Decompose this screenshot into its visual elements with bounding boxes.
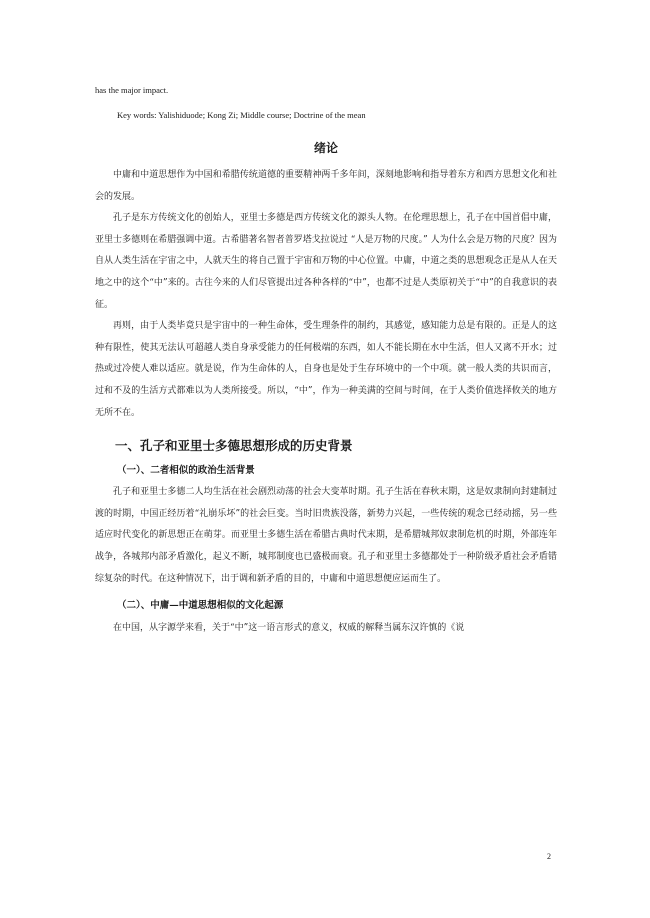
subsection-1-title: （一）、二者相似的政治生活背景 <box>117 465 255 477</box>
page-content <box>95 84 557 640</box>
subsection-2-title: （二）、中庸—中道思想相似的文化起源 <box>117 600 284 612</box>
keywords-line: Key words: Yalishiduode; Kong Zi; Middle course; Doctrine of the mean <box>117 110 366 120</box>
page-number: 2 <box>547 852 551 861</box>
intro-paragraph-1: 中庸和中道思想作为中国和希腊传统道德的重要精神两千多年间，深刻地影响和指导着东方和西方思想文化和社会的发展。 <box>95 170 557 202</box>
intro-paragraph-3: 再则，由于人类毕竟只是宇宙中的一种生命体，受生理条件的制约，其感觉，感知能力总是有限的。正是人的这种有限性，使其无法认可超越人类自身承受能力的任何极端的东西，如人不能长期在水中生活，但人又离不开水；过热或过冷使人难以适应。就是说，作为生命体的人，自身也是处于生存环境中的一个中项。就一般人类的共识而言，过和不及的生活方式都难以为人类所接受。所以，“中”，作为一种美满的空间与时间，在于人类价值选择攸关的地方无所不在。 <box>95 321 557 418</box>
subsection-2-paragraph: 在中国，从字源学来看，关于“中”这一语言形式的意义，权威的解释当属东汉许慎的《说 <box>113 623 465 634</box>
section-1-title: 一、孔子和亚里士多德思想形成的历史背景 <box>115 438 353 454</box>
intro-title: 绪论 <box>313 141 338 155</box>
intro-paragraph-2: 孔子是东方传统文化的创始人，亚里士多德是西方传统文化的源头人物。在伦理思想上，孔子在中国首倡中庸，亚里士多德则在希腊强调中道。古希腊著名智者普罗塔戈拉说过 “人是万物的尺度。” 人为什么会是万物的尺度？因为自从人类生活在宇宙之中，人就天生的将自己置于宇宙和万物的中心位置。中庸，中道之类的思想观念正是从人在天地之中的这个“中”来的。古往今来的人们尽管提出过各种各样的“中”，也都不过是人类原初关于“中”的自我意识的表征。 <box>95 213 557 310</box>
subsection-1-paragraph: 孔子和亚里士多德二人均生活在社会剧烈动荡的社会大变革时期。孔子生活在春秋末期，这是奴隶制向封建制过渡的时期，中国正经历着“礼崩乐坏”的社会巨变。当时旧贵族没落，新势力兴起，一些传统的观念已经动摇，另一些适应时代变化的新思想正在萌芽。而亚里士多德生活在希腊古典时代末期，是希腊城邦奴隶制危机的时期，外部连年战争，各城邦内部矛盾激化，起义不断，城邦制度也已盛极而衰。孔子和亚里士多德都处于一种阶级矛盾社会矛盾错综复杂的时代。在这种情况下，出于调和新矛盾的目的，中庸和中道思想便应运而生了。 <box>95 487 557 584</box>
abstract-tail: has the major impact. <box>95 85 169 95</box>
